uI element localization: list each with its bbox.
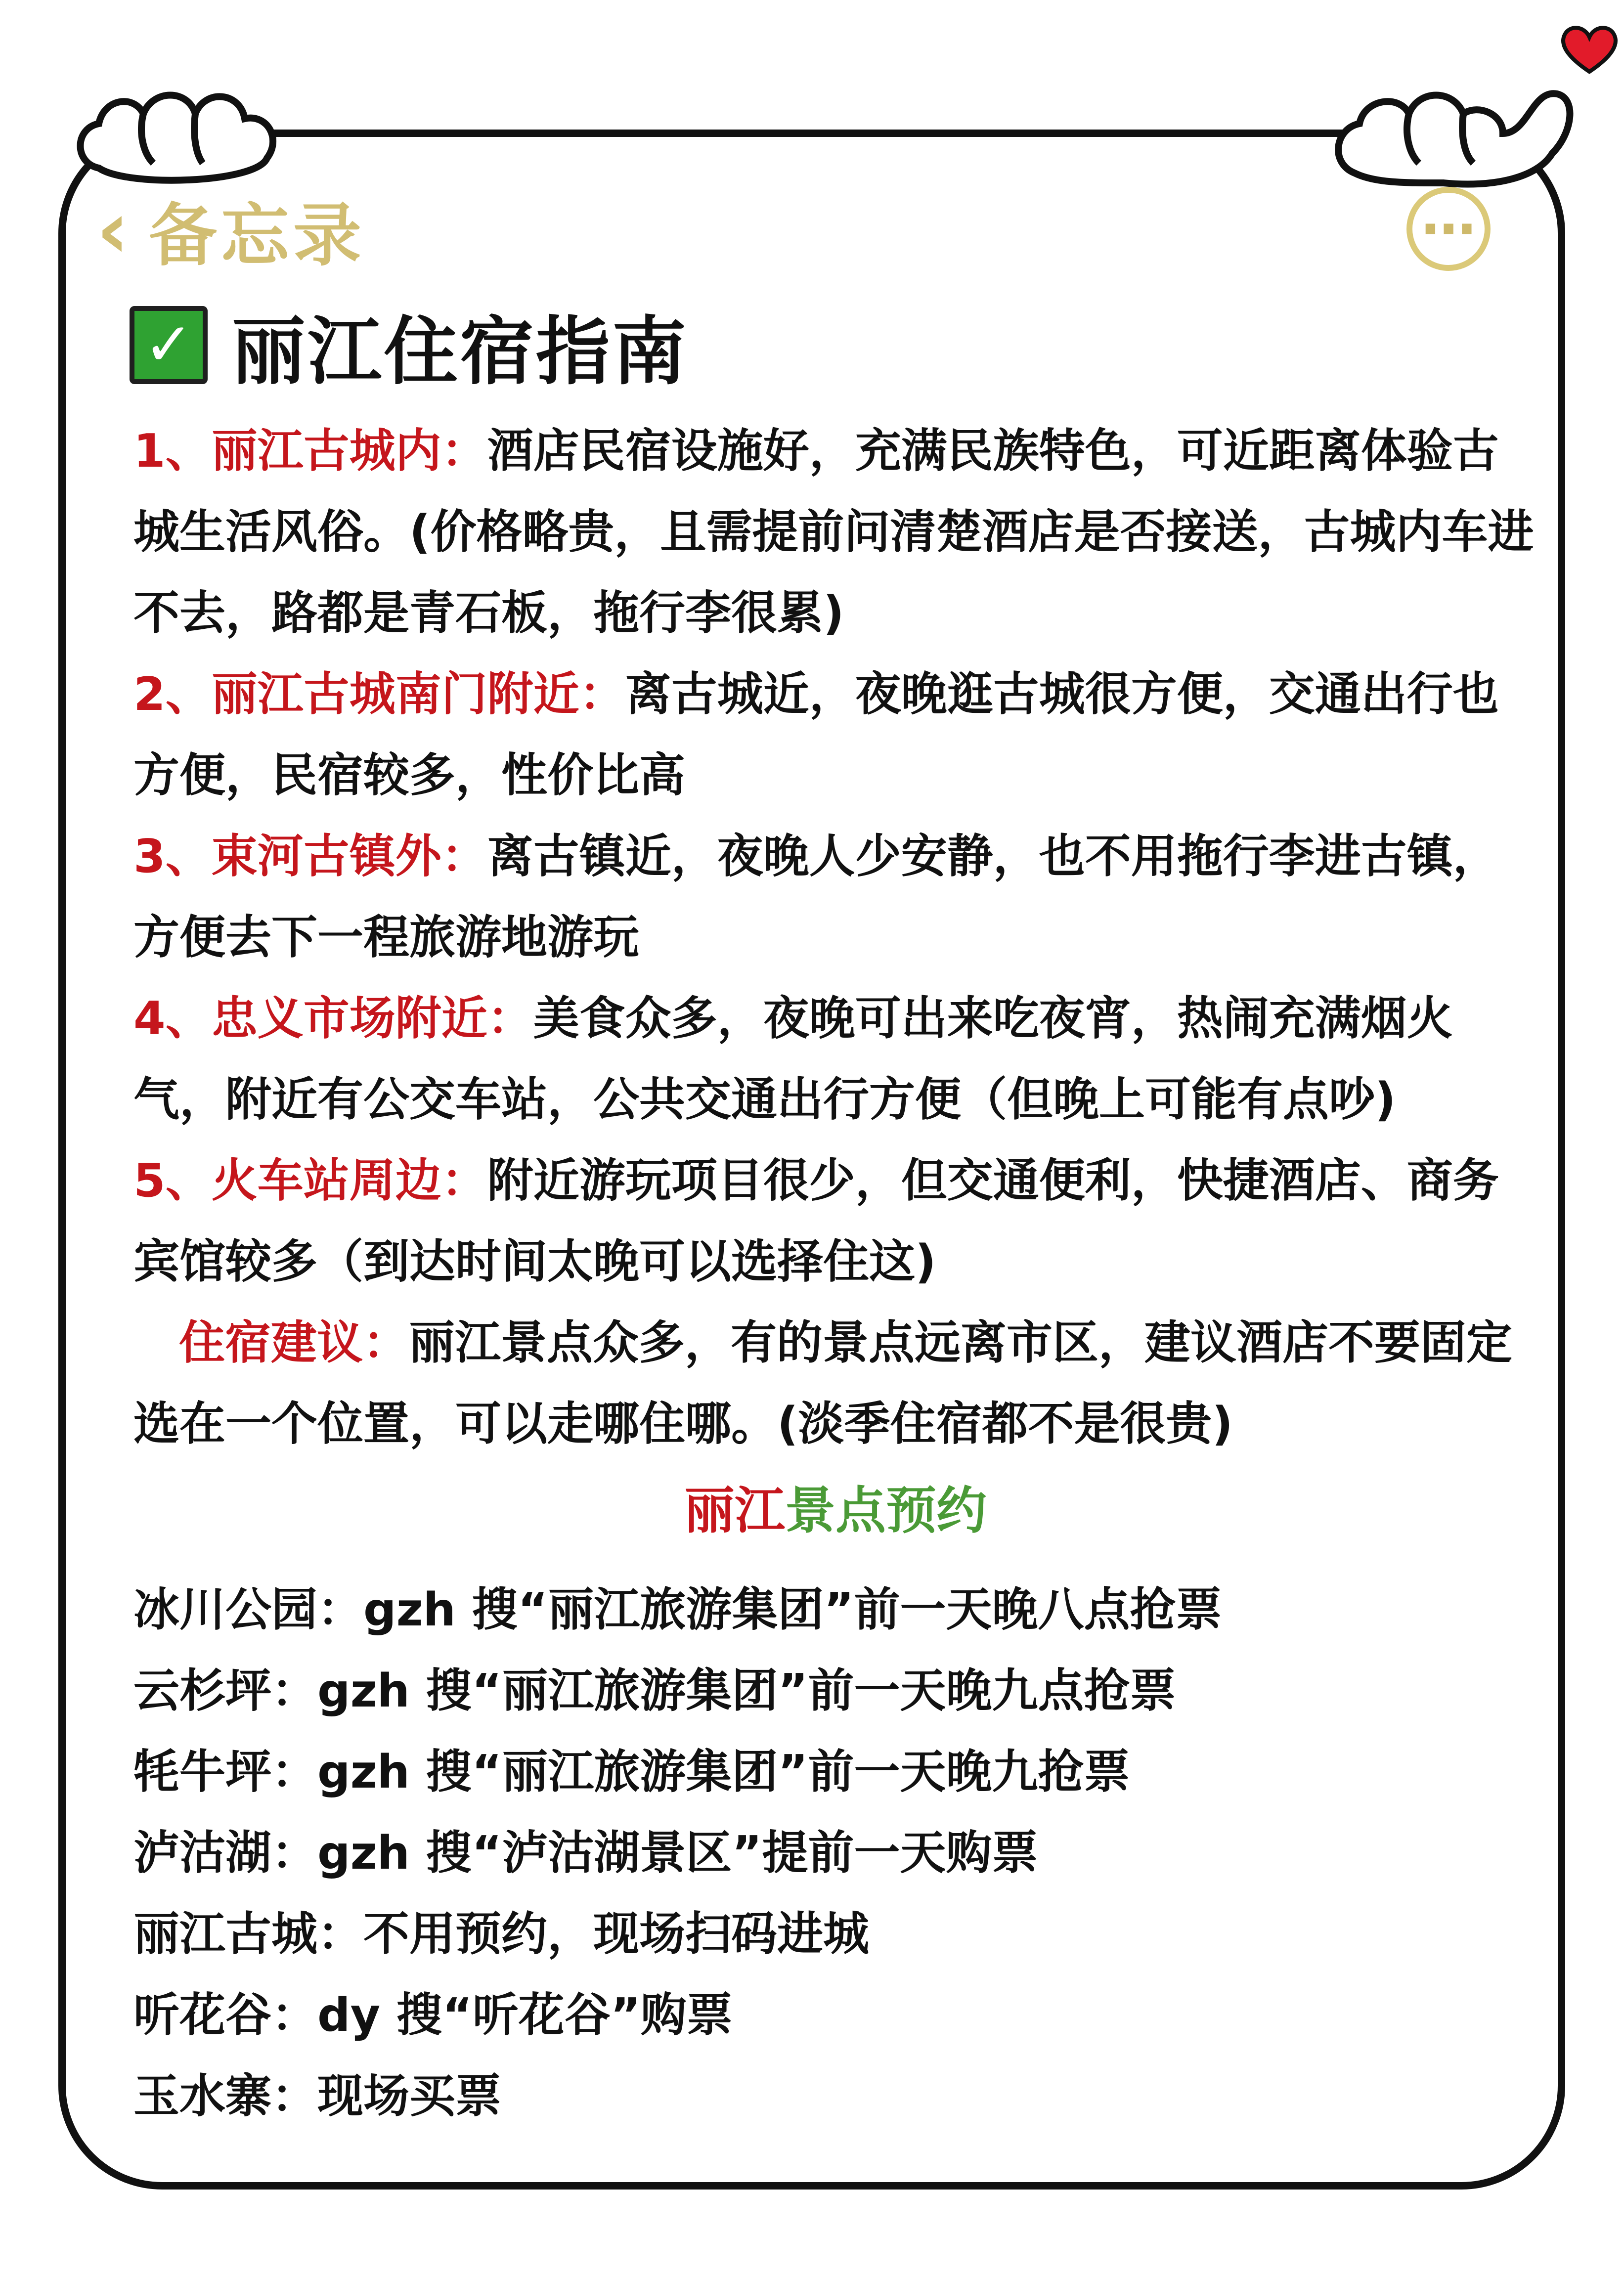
area-item bbox=[133, 410, 1537, 654]
memo-content bbox=[133, 410, 1537, 2137]
back-chevron-icon[interactable]: ‹ bbox=[96, 183, 129, 276]
spot-item: 泸沽湖：gzh 搜“泸沽湖景区”提前一天购票 bbox=[133, 1826, 1038, 1880]
area-item bbox=[133, 654, 1537, 816]
advice-text: 丽江景点众多，有的景点远离市区，建议酒店不要固定选在一个位置，可以走哪住哪。(淡季住宿都不是很贵) bbox=[133, 1316, 1512, 1450]
spot-item: 丽江古城：不用预约，现场扫码进城 bbox=[133, 1907, 869, 1961]
page-title bbox=[130, 292, 688, 398]
heart-icon bbox=[1557, 20, 1622, 79]
area-text: 离古镇近，夜晚人少安静，也不用拖行李进古镇，方便去下一程旅游地游玩 bbox=[133, 830, 1499, 964]
area-label: 2、丽江古城南门附近： bbox=[133, 667, 625, 721]
more-dots: ⋯ bbox=[1421, 197, 1476, 261]
area-label: 4、忠义市场附近： bbox=[133, 992, 533, 1045]
area-text: 离古城近，夜晚逛古城很方便，交通出行也方便，民宿较多，性价比高 bbox=[133, 667, 1499, 802]
right-hand-decoration bbox=[1315, 59, 1592, 208]
area-text: 酒店民宿设施好，充满民族特色，可近距离体验古城生活风俗。(价格略贵，且需提前问清楚酒店是否接送，古城内车进不去，路都是青石板，拖行李很累) bbox=[133, 424, 1534, 640]
title-text: 丽江住宿指南 bbox=[231, 308, 689, 395]
spots-list bbox=[133, 1569, 1537, 2137]
area-label: 3、束河古镇外： bbox=[133, 830, 487, 883]
spot-item: 云杉坪：gzh 搜“丽江旅游集团”前一天晚九点抢票 bbox=[133, 1664, 1176, 1717]
area-item bbox=[133, 1140, 1537, 1302]
area-text: 附近游玩项目很少，但交通便利，快捷酒店、商务宾馆较多（到达时间太晚可以选择住这) bbox=[133, 1154, 1499, 1288]
left-hand-decoration bbox=[69, 69, 326, 198]
section-title-red: 丽江 bbox=[684, 1482, 785, 1540]
area-text: 美食众多，夜晚可出来吃夜宵，热闹充满烟火气，附近有公交车站，公共交通出行方便（但晚上可能有点吵) bbox=[133, 992, 1453, 1126]
nav-title: 备忘录 bbox=[148, 196, 365, 275]
area-label: 1、丽江古城内： bbox=[133, 424, 487, 478]
spot-item: 冰川公园：gzh 搜“丽江旅游集团”前一天晚八点抢票 bbox=[133, 1583, 1222, 1636]
area-item bbox=[133, 816, 1537, 978]
more-options-icon[interactable] bbox=[1406, 187, 1491, 271]
check-mark-icon: ✓ bbox=[143, 310, 194, 379]
area-item bbox=[133, 978, 1537, 1140]
spot-item: 玉水寨：现场买票 bbox=[133, 2069, 501, 2123]
section-title bbox=[133, 1464, 1537, 1558]
spot-item: 牦牛坪：gzh 搜“丽江旅游集团”前一天晚九抢票 bbox=[133, 1745, 1130, 1798]
section-title-green: 景点预约 bbox=[785, 1482, 987, 1540]
advice-label: 住宿建议： bbox=[179, 1316, 409, 1369]
checkbox-checked-icon bbox=[130, 306, 208, 384]
spot-item: 听花谷：dy 搜“听花谷”购票 bbox=[133, 1988, 733, 2042]
area-label: 5、火车站周边： bbox=[133, 1154, 487, 1207]
advice-item bbox=[133, 1302, 1537, 1464]
memo-navbar bbox=[96, 185, 365, 274]
